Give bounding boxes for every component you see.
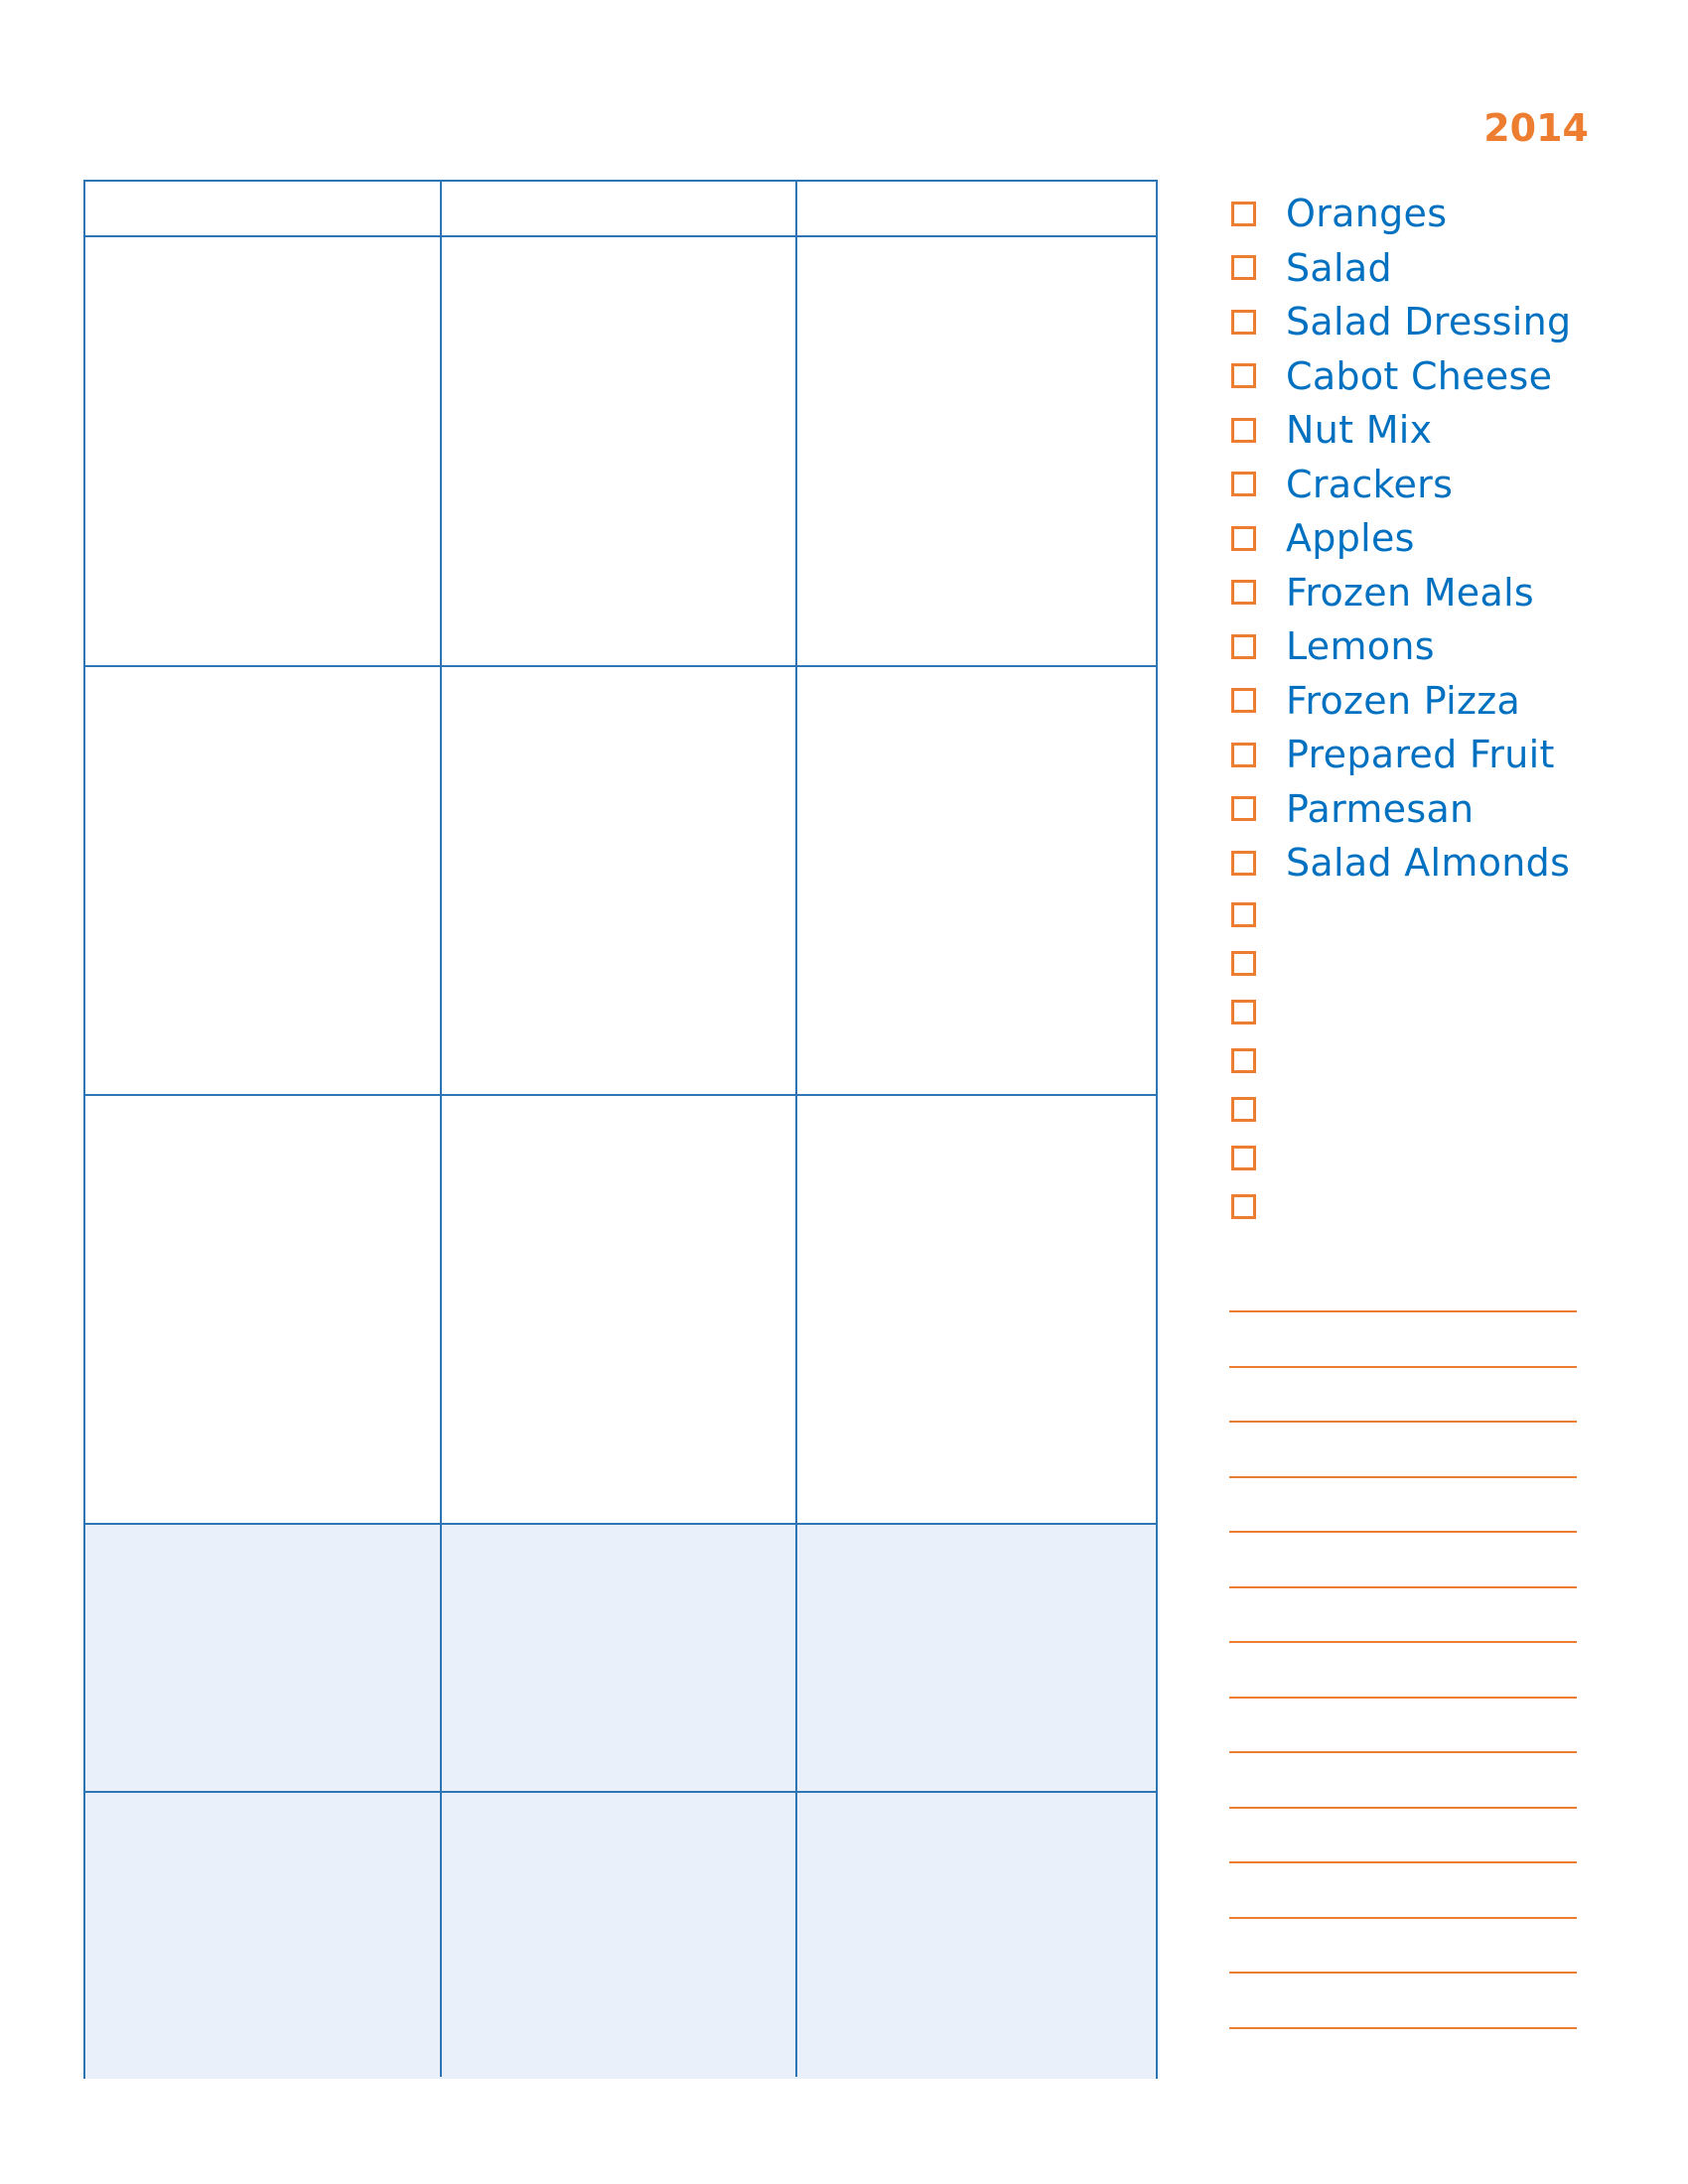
checklist-item[interactable]	[1231, 836, 1628, 890]
checkbox[interactable]	[1231, 526, 1256, 551]
checklist-item-label: Prepared Fruit	[1286, 733, 1555, 777]
grid-row-2	[85, 666, 1156, 1095]
grid-row-5	[85, 1792, 1156, 2079]
checklist-item-label: Frozen Pizza	[1286, 678, 1521, 723]
shopping-checklist	[1231, 187, 1628, 1231]
checkbox[interactable]	[1231, 1048, 1256, 1073]
grid-row-1	[85, 237, 1156, 666]
checkbox[interactable]	[1231, 310, 1256, 335]
checklist-item-empty[interactable]	[1231, 939, 1628, 988]
checkbox[interactable]	[1231, 951, 1256, 976]
checklist-item[interactable]	[1231, 782, 1628, 837]
grid-divider-v1	[440, 182, 442, 2077]
checklist-item-label: Salad Almonds	[1286, 841, 1571, 886]
note-line[interactable]	[1229, 1586, 1577, 1588]
grid-divider-h5	[85, 1791, 1156, 1793]
checklist-item[interactable]	[1231, 511, 1628, 566]
checklist-item[interactable]	[1231, 403, 1628, 458]
grid-divider-h2	[85, 665, 1156, 667]
grid-divider-h1	[85, 235, 1156, 237]
grid-row-4	[85, 1524, 1156, 1792]
checkbox[interactable]	[1231, 1146, 1256, 1170]
note-line[interactable]	[1229, 1917, 1577, 1919]
checklist-item[interactable]	[1231, 728, 1628, 782]
checklist-item-label: Salad	[1286, 245, 1392, 290]
checkbox[interactable]	[1231, 634, 1256, 659]
checklist-item-label: Nut Mix	[1286, 408, 1433, 453]
checkbox[interactable]	[1231, 418, 1256, 443]
checklist-item-label: Crackers	[1286, 462, 1454, 506]
checklist-item-label: Apples	[1286, 516, 1415, 561]
checkbox[interactable]	[1231, 472, 1256, 496]
checklist-item[interactable]	[1231, 187, 1628, 241]
checkbox[interactable]	[1231, 363, 1256, 388]
meal-planner-grid	[83, 180, 1158, 2079]
note-line[interactable]	[1229, 1751, 1577, 1753]
note-line[interactable]	[1229, 1476, 1577, 1478]
checklist-item-label: Frozen Meals	[1286, 570, 1535, 614]
checkbox[interactable]	[1231, 1097, 1256, 1122]
checklist-item[interactable]	[1231, 458, 1628, 512]
checklist-item-label: Salad Dressing	[1286, 300, 1572, 344]
checkbox[interactable]	[1231, 796, 1256, 821]
note-line[interactable]	[1229, 1697, 1577, 1699]
note-line[interactable]	[1229, 1807, 1577, 1809]
checklist-item-label: Lemons	[1286, 624, 1435, 669]
grid-divider-h4	[85, 1523, 1156, 1525]
checklist-item-empty[interactable]	[1231, 1134, 1628, 1182]
checkbox[interactable]	[1231, 851, 1256, 876]
note-line[interactable]	[1229, 1641, 1577, 1643]
checkbox[interactable]	[1231, 202, 1256, 226]
grid-header-row	[85, 182, 1156, 237]
checkbox[interactable]	[1231, 255, 1256, 280]
checklist-item-label: Cabot Cheese	[1286, 353, 1553, 398]
checklist-item[interactable]	[1231, 349, 1628, 404]
year-label: 2014	[1483, 106, 1589, 150]
grid-divider-v2	[795, 182, 797, 2077]
grid-row-3	[85, 1095, 1156, 1524]
grid-divider-h3	[85, 1094, 1156, 1096]
checklist-item-empty[interactable]	[1231, 1036, 1628, 1085]
checkbox[interactable]	[1231, 688, 1256, 713]
note-line[interactable]	[1229, 1861, 1577, 1863]
checklist-item[interactable]	[1231, 674, 1628, 729]
note-line[interactable]	[1229, 2027, 1577, 2029]
checklist-item[interactable]	[1231, 241, 1628, 296]
note-line[interactable]	[1229, 1421, 1577, 1423]
checklist-item-empty[interactable]	[1231, 890, 1628, 939]
checklist-item-label: Oranges	[1286, 192, 1448, 236]
note-line[interactable]	[1229, 1366, 1577, 1368]
note-line[interactable]	[1229, 1972, 1577, 1974]
checkbox[interactable]	[1231, 743, 1256, 767]
checklist-item-empty[interactable]	[1231, 988, 1628, 1036]
checklist-item[interactable]	[1231, 566, 1628, 620]
checklist-item[interactable]	[1231, 295, 1628, 349]
note-line[interactable]	[1229, 1531, 1577, 1533]
note-line[interactable]	[1229, 1310, 1577, 1312]
checklist-item-label: Parmesan	[1286, 786, 1475, 831]
checkbox[interactable]	[1231, 902, 1256, 927]
checklist-item-empty[interactable]	[1231, 1182, 1628, 1231]
checklist-item[interactable]	[1231, 619, 1628, 674]
checkbox[interactable]	[1231, 1000, 1256, 1024]
checkbox[interactable]	[1231, 580, 1256, 605]
checkbox[interactable]	[1231, 1194, 1256, 1219]
checklist-item-empty[interactable]	[1231, 1085, 1628, 1134]
